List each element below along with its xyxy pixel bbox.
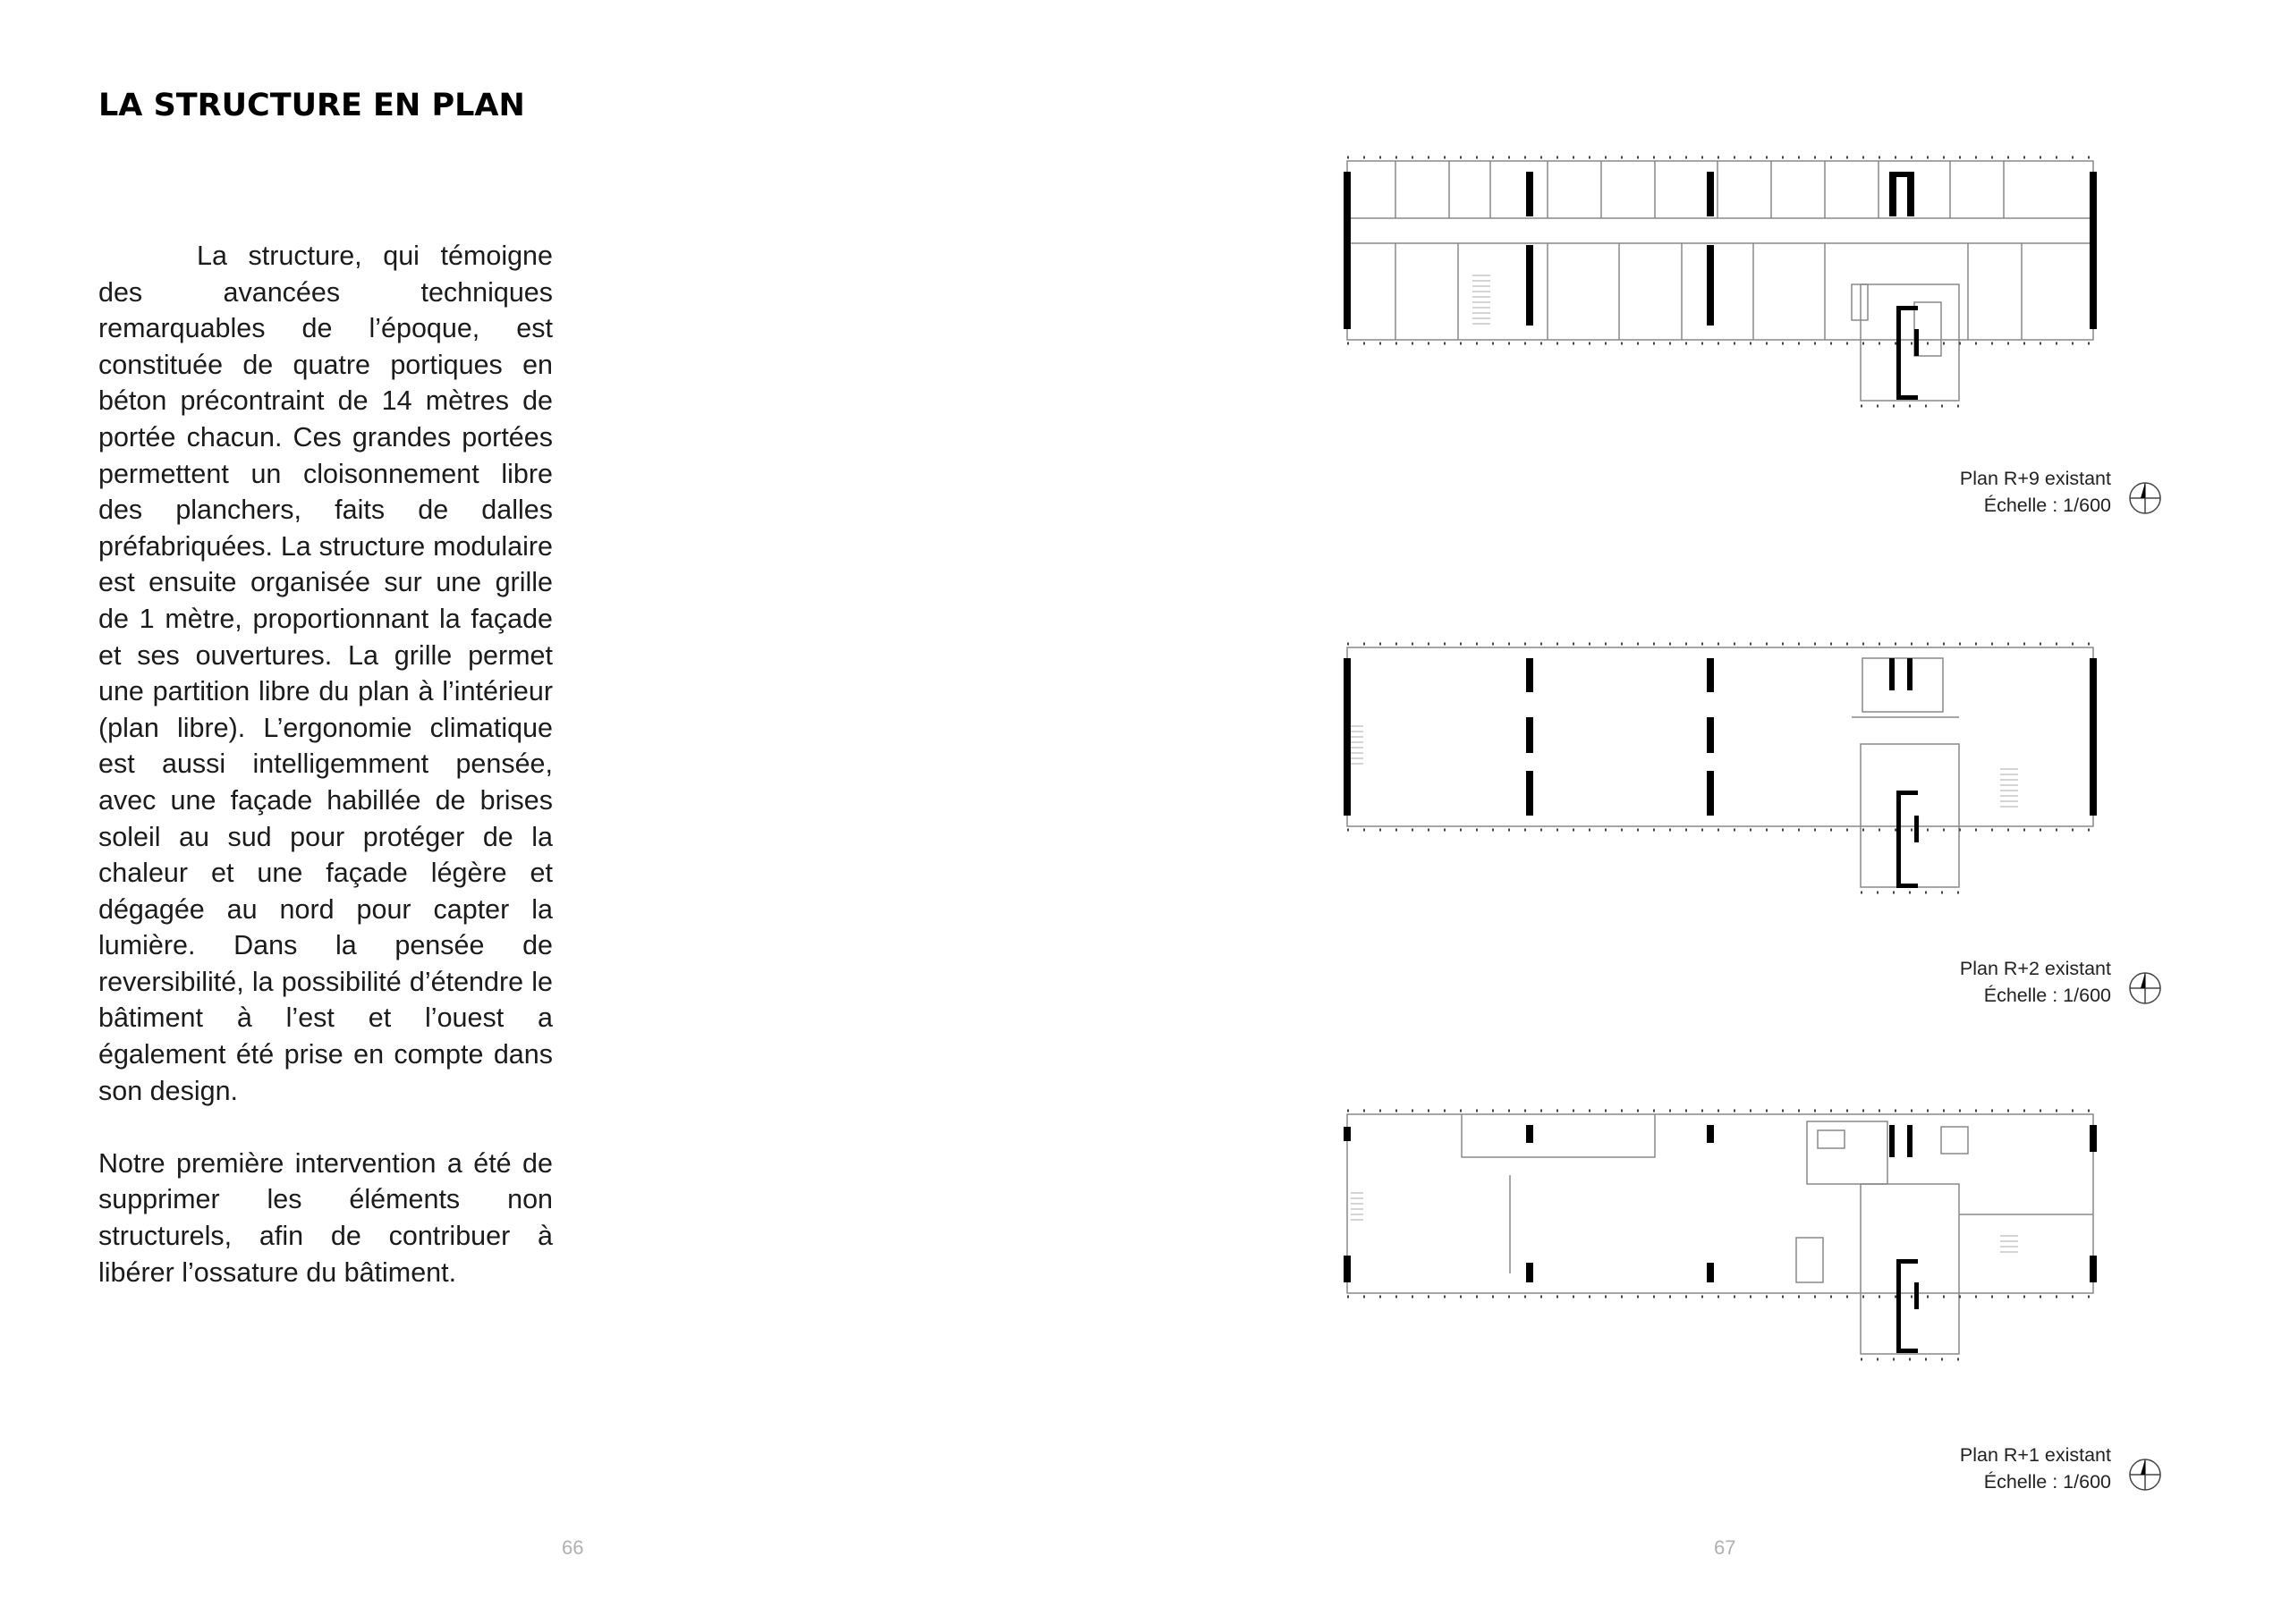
caption-r9 bbox=[1789, 465, 2111, 519]
floor-plan-r2-drawing bbox=[1324, 637, 2111, 905]
caption-r9-scale: Échelle : 1/600 bbox=[1983, 495, 2111, 516]
body-text bbox=[98, 238, 553, 1290]
page-number-left: 66 bbox=[562, 1536, 584, 1559]
caption-r9-label: Plan R+9 existant bbox=[1959, 468, 2111, 489]
caption-r1-scale: Échelle : 1/600 bbox=[1983, 1471, 2111, 1493]
paragraph-structure: La structure, qui témoigne des avancées techniques remarquables de l’époque, est constituée de quatre portiques en béton précontraint de 14 mètres de portée chacun. Ces grandes portées permettent un cloisonnement libre des planchers, faits de dalles préfabriquées. La structure modulaire est ensuite organisée sur une grille de 1 mètre, proportionnant la façade et ses ouvertures. La grille permet une partition libre du plan à l’intérieur (plan libre). L’ergonomie climatique est aussi intelligemment pensée, avec une façade habillée de brises soleil au sud pour protéger de la chaleur et une façade légère et dégagée au nord pour capter la lumière. Dans la pensée de reversibilité, la possibilité d’étendre le bâtiment à l’est et l’ouest a également été prise en compte dans son design. bbox=[98, 241, 553, 1106]
caption-r1 bbox=[1789, 1442, 2111, 1495]
paragraph-intervention: Notre première intervention a été de supprimer les éléments non structurels, afin de contribuer à libérer l’ossature du bâtiment. bbox=[98, 1147, 553, 1288]
north-arrow-icon bbox=[2127, 480, 2163, 516]
page-number-right: 67 bbox=[1714, 1536, 1736, 1559]
floor-plan-r1 bbox=[1324, 1104, 2111, 1372]
caption-r2 bbox=[1789, 955, 2111, 1009]
caption-r2-label: Plan R+2 existant bbox=[1959, 958, 2111, 979]
floor-plan-r9-drawing bbox=[1324, 150, 2111, 419]
caption-r1-label: Plan R+1 existant bbox=[1959, 1444, 2111, 1466]
floor-plan-r9 bbox=[1324, 150, 2111, 419]
caption-r2-scale: Échelle : 1/600 bbox=[1983, 985, 2111, 1006]
floor-plan-r1-drawing bbox=[1324, 1104, 2111, 1372]
north-arrow-icon bbox=[2127, 1457, 2163, 1493]
floor-plan-r2 bbox=[1324, 637, 2111, 905]
page-title: LA STRUCTURE EN PLAN bbox=[98, 88, 525, 123]
north-arrow-icon bbox=[2127, 970, 2163, 1006]
